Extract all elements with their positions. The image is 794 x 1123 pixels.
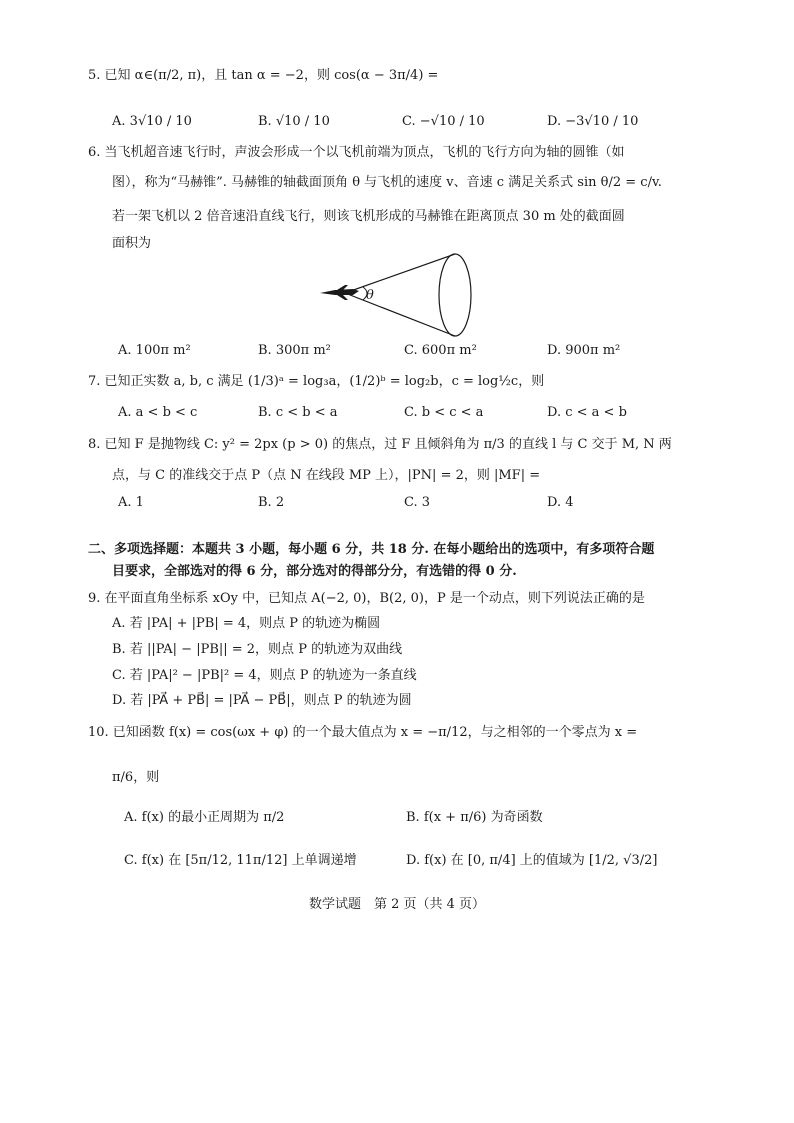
q7-option-d: D. c < a < b xyxy=(547,405,627,420)
q6-option-d: D. 900π m² xyxy=(547,343,621,358)
q6-line4: 面积为 xyxy=(112,236,152,251)
q5-option-a: A. 3√10 / 10 xyxy=(112,114,192,129)
q6-line3: 若一架飞机以 2 倍音速沿直线飞行，则该飞机形成的马赫锥在距离顶点 30 m 处的截面圆 xyxy=(112,209,625,224)
q8-option-d: D. 4 xyxy=(547,495,574,510)
q10-option-d: D. f(x) 在 [0, π/4] 上的值域为 [1/2, √3/2] xyxy=(406,853,658,868)
q7-option-c: C. b < c < a xyxy=(404,405,484,420)
section2-instructions: 目要求，全部选对的得 6 分，部分选对的得部分分，有选错的得 0 分. xyxy=(112,564,517,579)
q6-line1: 6. 当飞机超音速飞行时，声波会形成一个以飞机前端为顶点，飞机的飞行方向为轴的圆锥（如 xyxy=(88,145,625,160)
q10-option-a: A. f(x) 的最小正周期为 π/2 xyxy=(124,810,285,825)
q8-line1: 8. 已知 F 是抛物线 C: y² = 2px (p > 0) 的焦点，过 F 且倾斜角为 π/3 的直线 l 与 C 交于 M, N 两 xyxy=(88,437,672,452)
q9-option-d: D. 若 |PA⃗ + PB⃗| = |PA⃗ − PB⃗|，则点 P 的轨迹为圆 xyxy=(112,693,412,708)
q8-option-b: B. 2 xyxy=(258,495,285,510)
q5-option-b: B. √10 / 10 xyxy=(258,114,330,129)
q8-line2: 点，与 C 的准线交于点 P（点 N 在线段 MP 上），|PN| = 2，则 |MF| = xyxy=(112,468,541,483)
q9-option-b: B. 若 ||PA| − |PB|| = 2，则点 P 的轨迹为双曲线 xyxy=(112,642,403,657)
q5-option-c: C. −√10 / 10 xyxy=(402,114,485,129)
theta-label: θ xyxy=(366,288,374,303)
q8-option-a: A. 1 xyxy=(118,495,144,510)
q6-option-c: C. 600π m² xyxy=(404,343,477,358)
q6-option-a: A. 100π m² xyxy=(118,343,191,358)
q10-option-b: B. f(x + π/6) 为奇函数 xyxy=(406,810,543,825)
q9-option-a: A. 若 |PA| + |PB| = 4，则点 P 的轨迹为椭圆 xyxy=(112,616,381,631)
page-footer: 数学试题 第 2 页（共 4 页） xyxy=(308,897,486,912)
q9-stem: 9. 在平面直角坐标系 xOy 中，已知点 A(−2, 0)，B(2, 0)，P 是一个动点，则下列说法正确的是 xyxy=(88,591,645,606)
q9-option-c: C. 若 |PA|² − |PB|² = 4，则点 P 的轨迹为一条直线 xyxy=(112,668,417,683)
q10-line1: 10. 已知函数 f(x) = cos(ωx + φ) 的一个最大值点为 x = −π/12，与之相邻的一个零点为 x = xyxy=(88,725,638,740)
airplane-icon xyxy=(320,285,359,300)
mach-cone-figure xyxy=(315,250,515,340)
q7-option-a: A. a < b < c xyxy=(118,405,198,420)
q10-option-c: C. f(x) 在 [5π/12, 11π/12] 上单调递增 xyxy=(124,853,357,868)
q7-option-b: B. c < b < a xyxy=(258,405,338,420)
q5-option-d: D. −3√10 / 10 xyxy=(547,114,639,129)
q6-option-b: B. 300π m² xyxy=(258,343,331,358)
q8-option-c: C. 3 xyxy=(404,495,431,510)
q10-line2: π/6，则 xyxy=(112,770,160,785)
q5-stem: 5. 已知 α∈(π/2, π)，且 tan α = −2，则 cos(α − 3π/4) = xyxy=(88,68,439,83)
section2-heading: 二、多项选择题：本题共 3 小题，每小题 6 分，共 18 分. 在每小题给出的选项中，有多项符合题 xyxy=(88,542,655,557)
q6-line2: 图），称为“马赫锥”. 马赫锥的轴截面顶角 θ 与飞机的速度 v、音速 c 满足关系式 sin θ/2 = c/v. xyxy=(112,175,662,190)
q7-stem: 7. 已知正实数 a, b, c 满足 (1/3)ᵃ = log₃a，(1/2)ᵇ = log₂b，c = log½c，则 xyxy=(88,374,545,389)
